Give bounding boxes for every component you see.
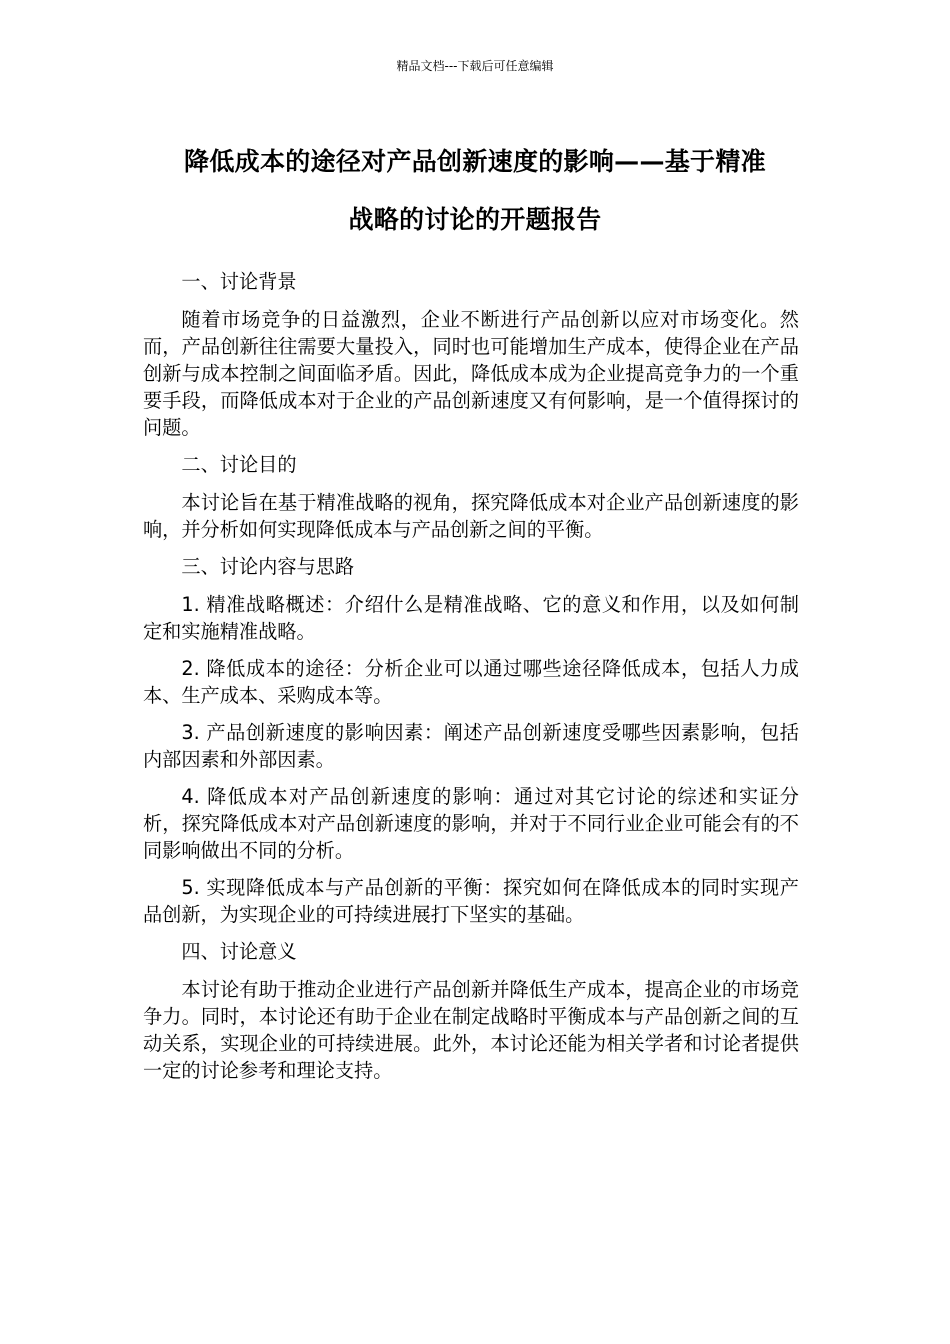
document-body — [143, 268, 799, 1094]
content-item-4: 4. 降低成本对产品创新速度的影响：通过对其它讨论的综述和实证分析，探究降低成本对产品创新速度的影响，并对于不同行业企业可能会有的不同影响做出不同的分析。 — [143, 785, 799, 862]
section-heading-background: 一、讨论背景 — [181, 270, 297, 293]
section-heading-significance: 四、讨论意义 — [181, 940, 297, 963]
content-item-2: 2. 降低成本的途径：分析企业可以通过哪些途径降低成本，包括人力成本、生产成本、采购成本等。 — [143, 657, 799, 707]
page-header-note: 精品文档---下载后可任意编辑 — [396, 59, 554, 73]
purpose-paragraph: 本讨论旨在基于精准战略的视角，探究降低成本对企业产品创新速度的影响，并分析如何实现降低成本与产品创新之间的平衡。 — [143, 491, 799, 541]
section-heading-content: 三、讨论内容与思路 — [181, 555, 355, 578]
title-line-1: 降低成本的途径对产品创新速度的影响——基于精准 — [184, 147, 766, 176]
document-title — [142, 133, 808, 249]
background-paragraph: 随着市场竞争的日益激烈，企业不断进行产品创新以应对市场变化。然而，产品创新往往需要大量投入，同时也可能增加生产成本，使得企业在产品创新与成本控制之间面临矛盾。因此，降低成本成为企业提高竞争力的一个重要手段，而降低成本对于企业的产品创新速度又有何影响，是一个值得探讨的问题。 — [143, 308, 799, 439]
title-line-2: 战略的讨论的开题报告 — [348, 205, 602, 234]
content-item-1: 1. 精准战略概述：介绍什么是精准战略、它的意义和作用，以及如何制定和实施精准战略。 — [143, 593, 799, 643]
content-item-5: 5. 实现降低成本与产品创新的平衡：探究如何在降低成本的同时实现产品创新，为实现企业的可持续进展打下坚实的基础。 — [143, 876, 799, 926]
section-heading-purpose: 二、讨论目的 — [181, 453, 297, 476]
content-item-3: 3. 产品创新速度的影响因素：阐述产品创新速度受哪些因素影响，包括内部因素和外部因素。 — [143, 721, 799, 771]
significance-paragraph: 本讨论有助于推动企业进行产品创新并降低生产成本，提高企业的市场竞争力。同时，本讨论还有助于企业在制定战略时平衡成本与产品创新之间的互动关系，实现企业的可持续进展。此外，本讨论还能为相关学者和讨论者提供一定的讨论参考和理论支持。 — [143, 978, 799, 1082]
